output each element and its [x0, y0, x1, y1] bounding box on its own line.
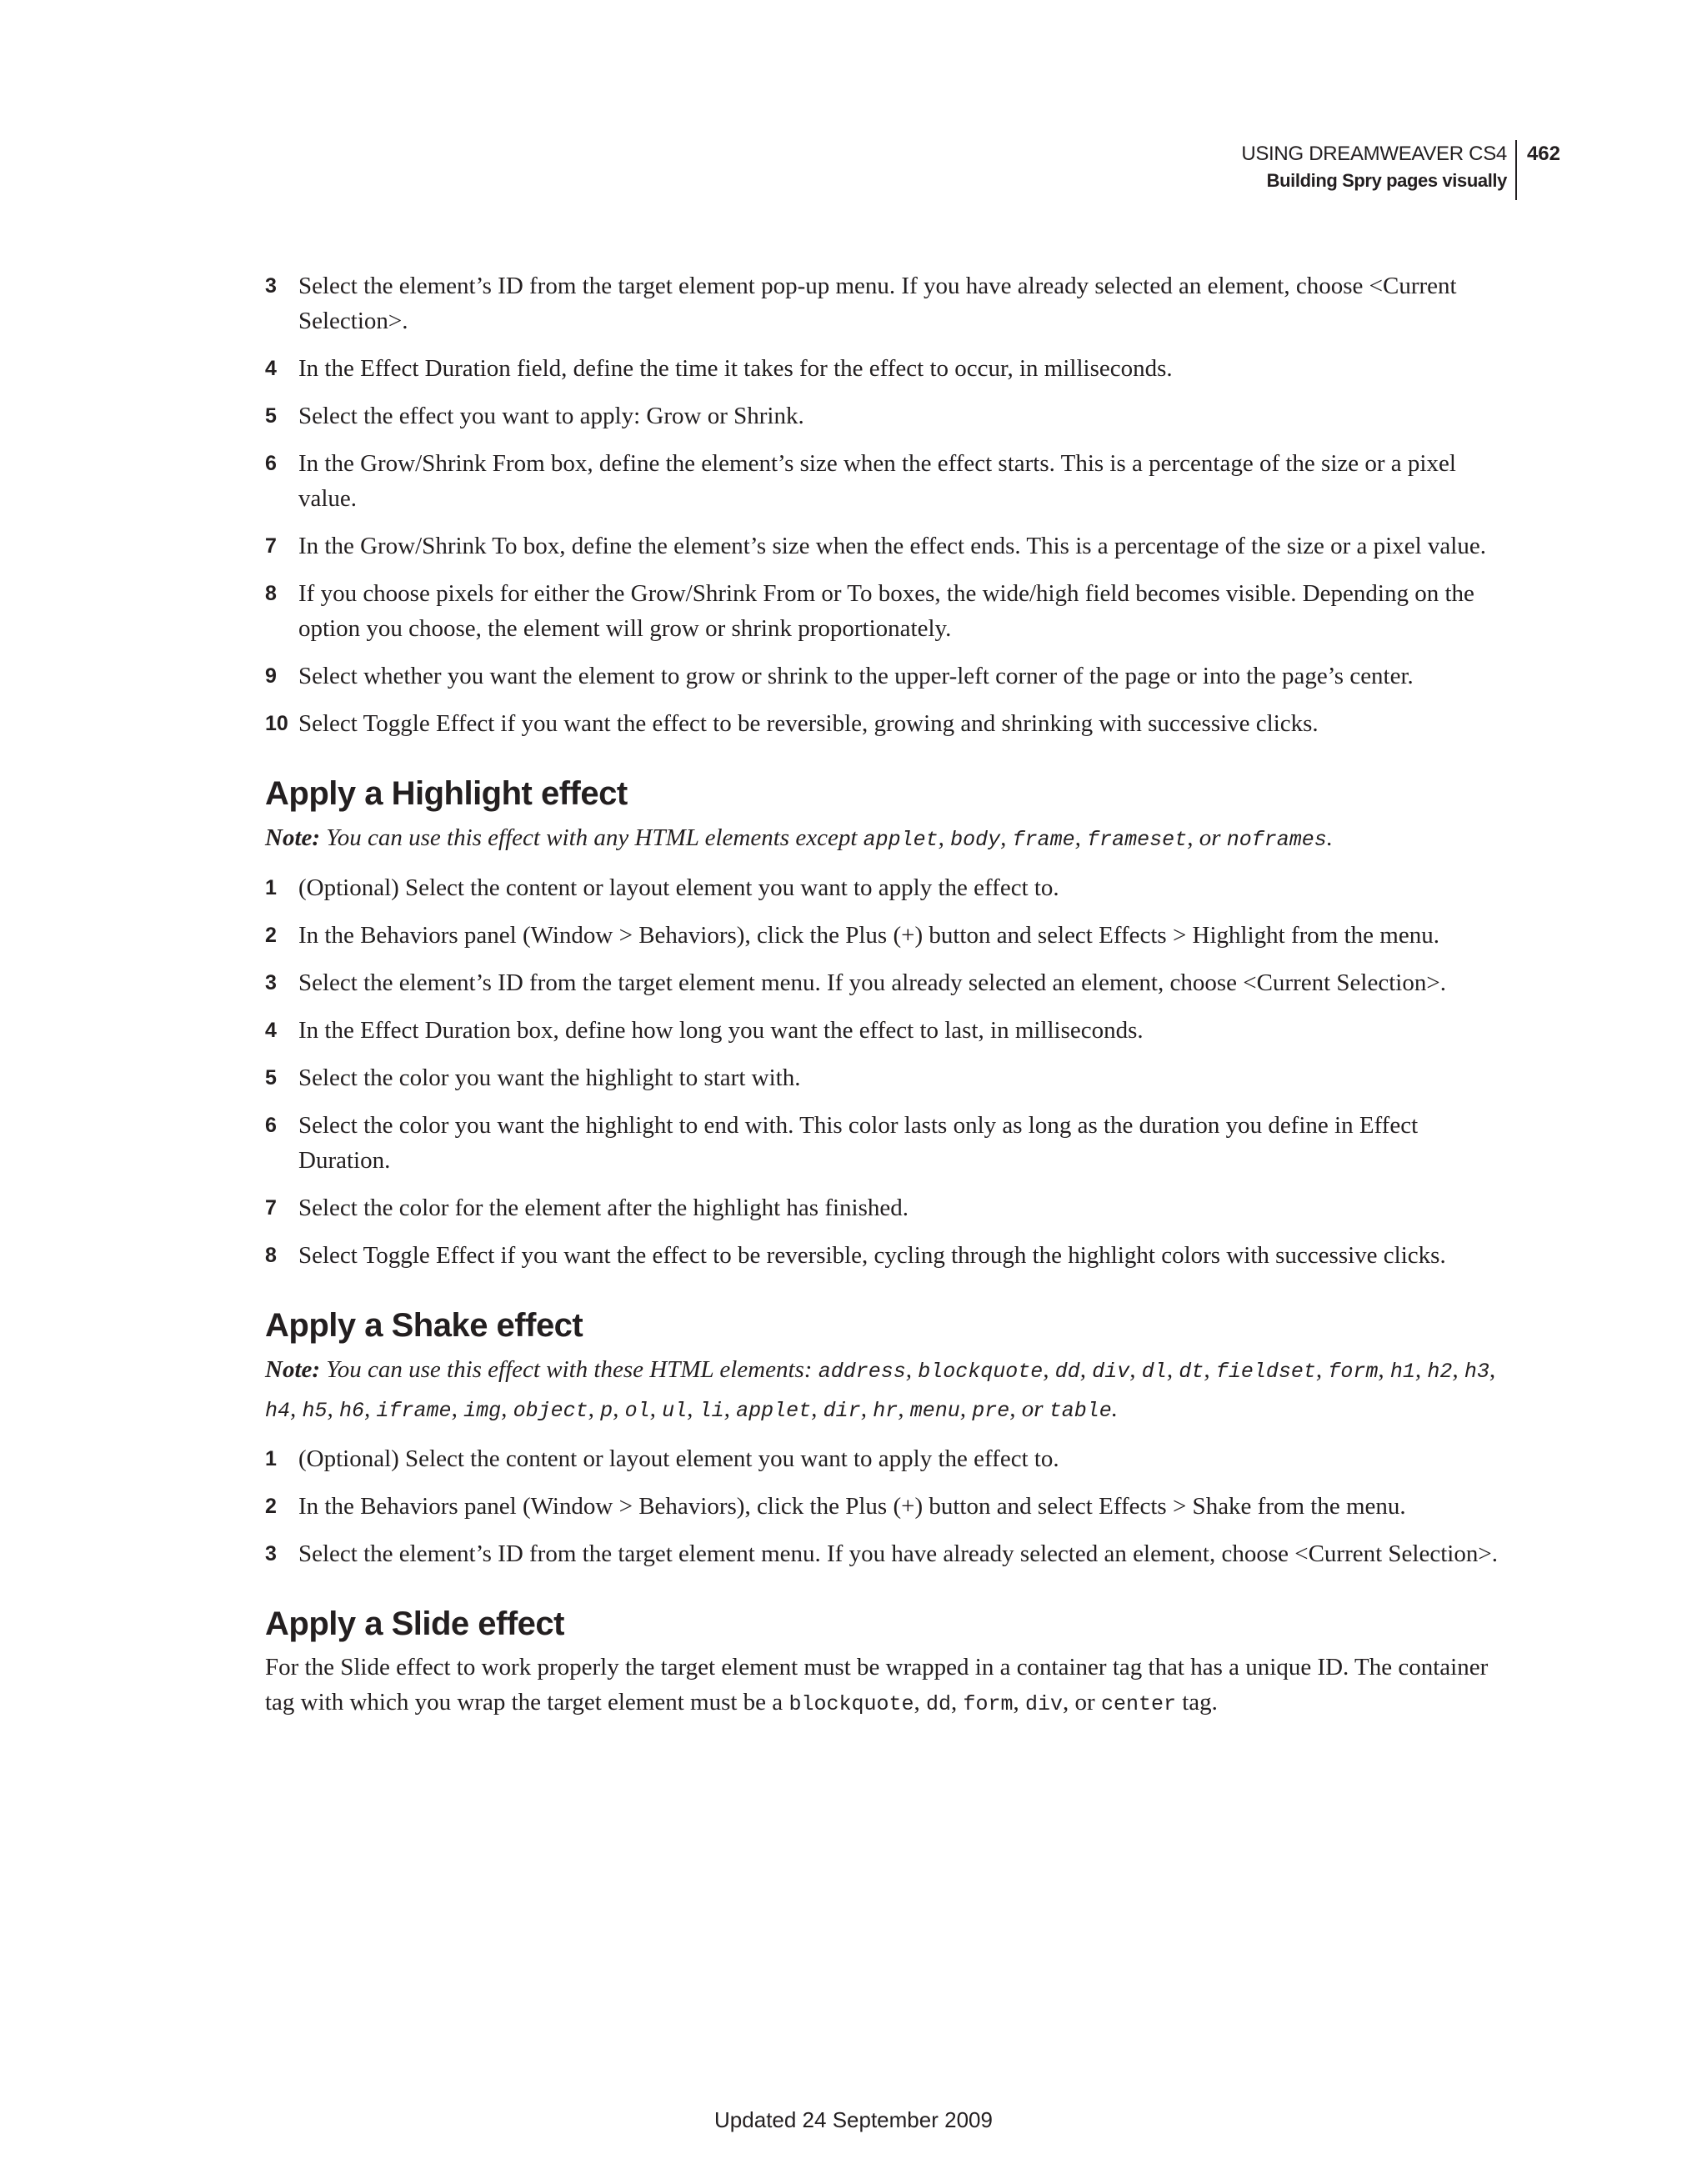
note-separator: , [1129, 1356, 1142, 1383]
code-term: address [818, 1360, 906, 1384]
note-separator: , [1009, 1395, 1022, 1422]
list-item [265, 706, 1507, 741]
step-text: Select Toggle Effect if you want the effect to be reversible, growing and shrinking with successive clicks. [298, 710, 1319, 737]
page-number: 462 [1526, 143, 1560, 165]
note-separator: , [1166, 1356, 1179, 1383]
note-separator: , [898, 1395, 910, 1422]
paragraph-separator: , [950, 1689, 964, 1716]
code-term: blockquote [918, 1360, 1044, 1384]
code-term: h3 [1464, 1360, 1489, 1384]
code-term: menu [909, 1399, 960, 1423]
step-text: Select the element’s ID from the target element menu. If you have already selected an element, choose <Current Selection>. [298, 1540, 1498, 1567]
code-term: h2 [1427, 1360, 1453, 1384]
code-term: dd [1054, 1360, 1080, 1384]
step-text: Select the element’s ID from the target element menu. If you already selected an element, choose <Current Selection>. [298, 969, 1446, 996]
note-separator: , [501, 1395, 513, 1422]
paragraph-separator: , [1063, 1689, 1075, 1716]
note-separator: , [1452, 1356, 1464, 1383]
list-item [265, 398, 1507, 433]
code-term: h1 [1389, 1360, 1415, 1384]
highlight-section [265, 771, 1507, 1273]
list-item [265, 659, 1507, 694]
highlight-note [265, 819, 1507, 859]
code-term: body [950, 828, 1001, 852]
note-separator: , [1204, 1356, 1216, 1383]
note-separator [1044, 1395, 1049, 1422]
code-term: table [1049, 1399, 1112, 1423]
step-number: 7 [265, 1196, 277, 1220]
step-text: Select the color for the element after the highlight has finished. [298, 1195, 909, 1221]
book-title: USING DREAMWEAVER CS4 [1241, 143, 1507, 165]
code-term: noframes [1226, 828, 1327, 852]
code-term: dd [925, 1692, 951, 1716]
code-term: h4 [265, 1399, 291, 1423]
list-item [265, 918, 1507, 953]
shake-steps [265, 1441, 1507, 1571]
list-item [265, 1060, 1507, 1095]
paragraph-text: For the Slide effect to work properly the target element must be wrapped in a container tag that has a unique ID. The container tag with which you wrap the target element must be a [265, 1654, 1489, 1716]
step-text: In the Effect Duration box, define how long you want the effect to last, in milliseconds. [298, 1017, 1144, 1044]
note-separator: , [860, 1395, 874, 1422]
highlight-heading: Apply a Highlight effect [265, 775, 628, 812]
slide-paragraph [265, 1650, 1507, 1722]
note-separator: , [588, 1395, 601, 1422]
step-text: (Optional) Select the content or layout element you want to apply the effect to. [298, 1445, 1059, 1472]
step-number: 10 [265, 712, 288, 735]
list-item [265, 446, 1507, 516]
paragraph-separator: , [1013, 1689, 1025, 1716]
code-term: dt [1179, 1360, 1204, 1384]
highlight-steps [265, 870, 1507, 1273]
note-end: . [1326, 824, 1334, 851]
note-label: Note: [265, 824, 321, 851]
step-text: Select the effect you want to apply: Grow or Shrink. [298, 403, 804, 429]
code-term: center [1100, 1692, 1176, 1716]
step-text: If you choose pixels for either the Grow/Shrink From or To boxes, the wide/high field becomes visible. Depending on the option you choose, the element will grow or shrink proportionately. [298, 580, 1474, 642]
list-item [265, 268, 1507, 338]
code-term: img [463, 1399, 502, 1423]
code-term: hr [873, 1399, 899, 1423]
note-separator: , [905, 1356, 919, 1383]
code-term: object [513, 1399, 588, 1423]
note-separator: , [959, 1395, 973, 1422]
note-separator: , [327, 1395, 340, 1422]
note-separator: , [1414, 1356, 1428, 1383]
step-number: 8 [265, 1244, 277, 1267]
paragraph-or: or [1074, 1689, 1095, 1716]
note-separator: , [1489, 1356, 1496, 1383]
code-term: ul [662, 1399, 688, 1423]
step-number: 2 [265, 1495, 277, 1518]
step-number: 6 [265, 452, 277, 475]
step-text: Select the element’s ID from the target element pop-up menu. If you have already selected an element, choose <Current Selection>. [298, 273, 1457, 334]
code-term: frame [1012, 828, 1075, 852]
note-label: Note: [265, 1356, 321, 1383]
note-separator: , [364, 1395, 377, 1422]
running-header [1241, 140, 1517, 200]
step-text: Select the color you want the highlight to end with. This color lasts only as long as the duration you define in Effect Duration. [298, 1112, 1419, 1174]
code-term: pre [972, 1399, 1010, 1423]
step-number: 1 [265, 876, 277, 899]
step-number: 7 [265, 534, 277, 558]
list-item [265, 1238, 1507, 1273]
step-text: In the Grow/Shrink From box, define the element’s size when the effect starts. This is a percentage of the size or a pixel value. [298, 450, 1456, 512]
shake-heading: Apply a Shake effect [265, 1307, 583, 1344]
code-term: fieldset [1215, 1360, 1316, 1384]
step-text: (Optional) Select the content or layout element you want to apply the effect to. [298, 874, 1059, 901]
code-term: applet [736, 1399, 812, 1423]
note-separator: , [1315, 1356, 1329, 1383]
note-separator: , [451, 1395, 464, 1422]
note-separator: , [613, 1395, 625, 1422]
code-term: h5 [302, 1399, 328, 1423]
code-term: form [963, 1692, 1014, 1716]
note-separator: , [1043, 1356, 1055, 1383]
grow-shrink-steps [265, 268, 1507, 741]
note-end: . [1111, 1395, 1119, 1422]
code-term: h6 [339, 1399, 365, 1423]
step-number: 3 [265, 274, 277, 298]
code-term: blockquote [788, 1692, 914, 1716]
note-text: You can use this effect with these HTML elements: [320, 1356, 818, 1383]
list-item [265, 1489, 1507, 1524]
note-separator: , [1000, 824, 1013, 851]
page-content [265, 268, 1507, 1722]
note-separator: , or [1187, 824, 1227, 851]
paragraph-end: tag. [1182, 1689, 1218, 1716]
step-text: In the Behaviors panel (Window > Behaviors), click the Plus (+) button and select Effects > Shake from the menu. [298, 1493, 1406, 1520]
page-footer: Updated 24 September 2009 [714, 2107, 993, 2132]
paragraph-separator [1095, 1689, 1101, 1716]
paragraph-separator: , [914, 1689, 926, 1716]
note-or: or [1021, 1395, 1044, 1422]
code-term: div [1025, 1692, 1064, 1716]
shake-note [265, 1351, 1507, 1430]
step-text: In the Grow/Shrink To box, define the element’s size when the effect ends. This is a percentage of the size or a pixel value. [298, 533, 1486, 559]
code-term: applet [863, 828, 939, 852]
shake-section [265, 1303, 1507, 1571]
step-number: 3 [265, 1542, 277, 1565]
list-item [265, 870, 1507, 905]
step-number: 3 [265, 971, 277, 994]
list-item [265, 965, 1507, 1000]
step-text: Select the color you want the highlight to start with. [298, 1064, 801, 1091]
step-text: In the Behaviors panel (Window > Behaviors), click the Plus (+) button and select Effects > Highlight from the menu. [298, 922, 1439, 949]
step-number: 2 [265, 924, 277, 947]
step-number: 8 [265, 582, 277, 605]
code-term: iframe [376, 1399, 452, 1423]
step-text: Select whether you want the element to grow or shrink to the upper-left corner of the page or into the page’s center. [298, 663, 1414, 689]
chapter-title: Building Spry pages visually [1266, 170, 1507, 191]
step-number: 9 [265, 664, 277, 688]
code-term: dl [1141, 1360, 1167, 1384]
code-term: li [698, 1399, 724, 1423]
step-number: 4 [265, 1019, 277, 1042]
list-item [265, 351, 1507, 386]
code-term: frameset [1087, 828, 1188, 852]
code-term: p [600, 1399, 613, 1423]
list-item [265, 528, 1507, 564]
note-separator: , [938, 824, 951, 851]
step-text: In the Effect Duration field, define the time it takes for the effect to occur, in milliseconds. [298, 355, 1173, 382]
code-term: dir [823, 1399, 861, 1423]
slide-section [265, 1601, 1507, 1722]
code-term: ol [624, 1399, 650, 1423]
code-term: div [1092, 1360, 1130, 1384]
step-number: 6 [265, 1114, 277, 1137]
note-separator: , [811, 1395, 823, 1422]
note-separator: , [687, 1395, 699, 1422]
list-item [265, 1108, 1507, 1178]
note-separator: , [1378, 1356, 1390, 1383]
step-text: Select Toggle Effect if you want the effect to be reversible, cycling through the highlight colors with successive clicks. [298, 1242, 1446, 1269]
note-separator: , [649, 1395, 663, 1422]
list-item [265, 1536, 1507, 1571]
step-number: 4 [265, 357, 277, 380]
note-separator: , [1079, 1356, 1093, 1383]
step-number: 5 [265, 1066, 277, 1089]
page-header [1241, 140, 1560, 202]
code-term: form [1328, 1360, 1379, 1384]
note-separator: , [1074, 824, 1088, 851]
list-item [265, 1013, 1507, 1048]
list-item [265, 576, 1507, 646]
step-number: 1 [265, 1447, 277, 1470]
note-text: You can use this effect with any HTML elements except [320, 824, 864, 851]
step-number: 5 [265, 404, 277, 428]
note-separator: , [723, 1395, 737, 1422]
list-item [265, 1190, 1507, 1225]
note-separator: , [290, 1395, 303, 1422]
list-item [265, 1441, 1507, 1476]
slide-heading: Apply a Slide effect [265, 1605, 564, 1642]
